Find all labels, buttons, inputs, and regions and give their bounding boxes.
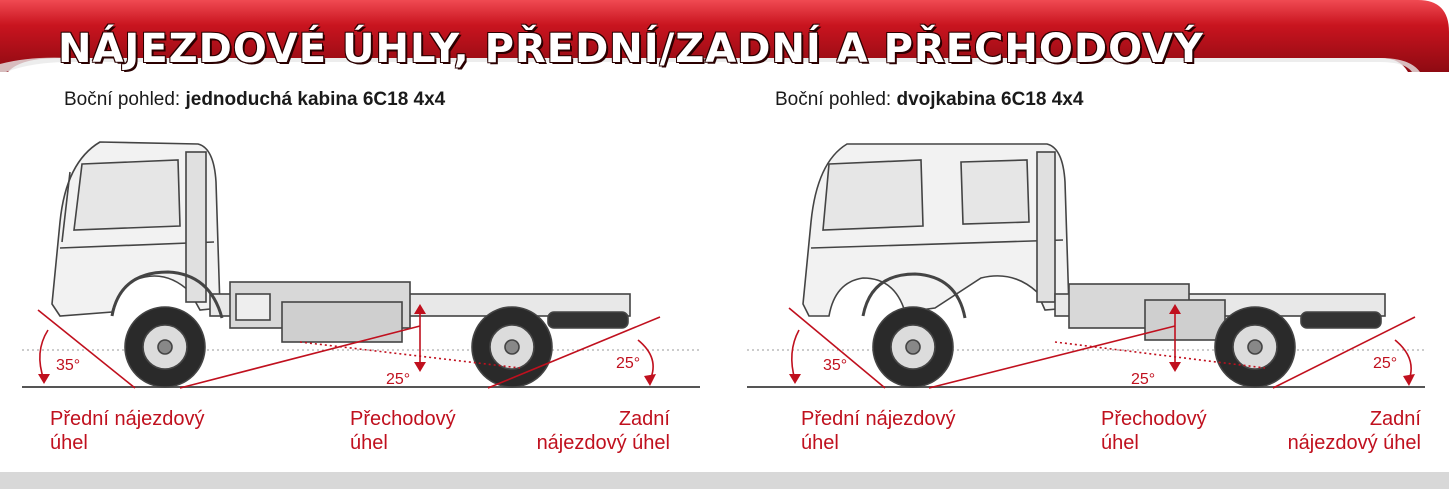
truck-illustration <box>803 144 1385 387</box>
subtitle-model: jednoduchá kabina 6C18 4x4 <box>185 89 446 110</box>
rear-angle-arc <box>638 340 653 380</box>
breakover-angle-value: 25° <box>1131 371 1156 388</box>
front-wheel <box>873 307 953 387</box>
rear-angle-value: 25° <box>616 355 641 372</box>
label-line: nájezdový úhel <box>1287 432 1421 454</box>
label-line: Přechodový <box>1101 408 1207 430</box>
front-angle-arc <box>792 330 799 380</box>
front-approach-label <box>801 407 956 455</box>
front-approach-line <box>789 308 885 388</box>
header-banner <box>0 0 1449 72</box>
label-line: úhel <box>50 432 88 454</box>
label-line: Přední nájezdový <box>50 408 205 430</box>
rear-angle-value: 25° <box>1373 355 1398 372</box>
rear-wheel <box>472 307 552 387</box>
breakover-label <box>350 407 456 455</box>
label-line: Přední nájezdový <box>801 408 956 430</box>
subtitle-prefix: Boční pohled: <box>64 89 186 110</box>
rear-departure-label <box>1285 407 1421 455</box>
rear-departure-label <box>536 407 670 455</box>
label-line: úhel <box>350 432 388 454</box>
rear-angle-arc <box>1395 340 1411 380</box>
breakover-label <box>1101 407 1207 455</box>
label-line: Zadní <box>1369 408 1421 430</box>
label-line: Zadní <box>618 408 670 430</box>
bottom-bar <box>0 472 1449 489</box>
panel-double-cab <box>725 72 1449 489</box>
label-line: nájezdový úhel <box>536 432 670 454</box>
label-line: úhel <box>801 432 839 454</box>
breakover-angle-value: 25° <box>386 371 411 388</box>
front-angle-arc <box>40 330 48 380</box>
front-approach-line <box>38 310 135 388</box>
panel-single-cab <box>0 72 724 489</box>
front-wheel <box>125 307 205 387</box>
page-title: NÁJEZDOVÉ ÚHLY, PŘEDNÍ/ZADNÍ A PŘECHODOVÝ <box>58 26 1204 72</box>
label-line: úhel <box>1101 432 1139 454</box>
truck-illustration <box>52 142 630 387</box>
rear-wheel <box>1215 307 1295 387</box>
label-line: Přechodový <box>350 408 456 430</box>
front-angle-value: 35° <box>56 357 81 374</box>
front-angle-value: 35° <box>823 357 848 374</box>
subtitle-prefix: Boční pohled: <box>775 89 897 110</box>
front-approach-label <box>50 407 205 455</box>
subtitle-model: dvojkabina 6C18 4x4 <box>896 89 1084 110</box>
